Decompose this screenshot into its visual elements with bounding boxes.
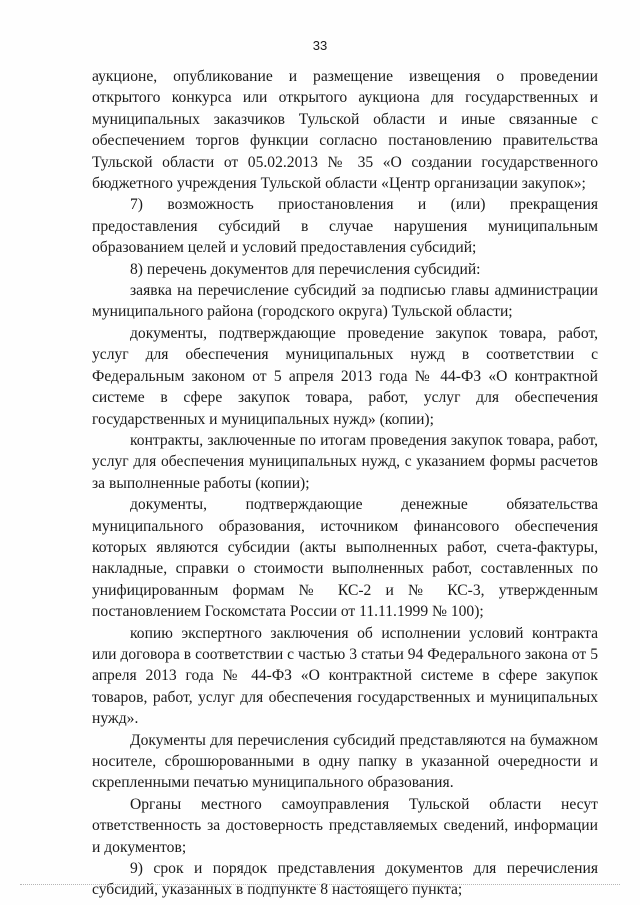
paragraph-expert-conclusion: копию экспертного заключения об исполнении условий контракта или договора в соответствии с частью 3 статьи 94 Федерального закона от 5 апреля 2013 года № 44-ФЗ «О контрактной системе в сфере закупок товаров, работ, услуг для обеспечения государственных и муниципальных нужд».: [92, 624, 598, 728]
paragraph-responsibility: Органы местного самоуправления Тульской области несут ответственность за достоверность представляемых сведений, информации и документов;: [92, 795, 598, 856]
scan-edge-line: [20, 884, 620, 885]
paragraph-item-8: 8) перечень документов для перечисления субсидий:: [130, 260, 481, 278]
paragraph-item-9: 9) срок и порядок представления документов для перечисления субсидий, указанных в подпункте 8 настоящего пункта;: [92, 860, 598, 899]
paragraph-submission-format: Документы для перечисления субсидий представляются на бумажном носителе, сброшюрованными в одну папку в указанной очередности и скрепленными печатью муниципального образования.: [92, 731, 598, 792]
paragraph-continuation: аукционе, опубликование и размещение извещения о проведении открытого конкурса или открытого аукциона для государственных и муниципальных заказчиков Тульской области и иные связанные с обеспечением торгов функции согласно постановлению правительства Тульской области от 05.02.2013 № 35 «О создании государственного бюджетного учреждения Тульской области «Центр организации закупок»;: [92, 68, 598, 193]
paragraph-contracts: контракты, заключенные по итогам проведения закупок товара, работ, услуг для обеспечения муниципальных нужд, с указанием формы расчетов за выполненные работы (копии);: [92, 431, 598, 492]
document-body: [92, 66, 598, 901]
paragraph-procurement-documents: документы, подтверждающие проведение закупок товара, работ, услуг для обеспечения муниципальных нужд в соответствии с Федеральным законом от 5 апреля 2013 года № 44-ФЗ «О контрактной системе в сфере закупок товара, работ, услуг для обеспечения государственных и муниципальных нужд» (копии);: [92, 324, 598, 428]
paragraph-item-7: 7) возможность приостановления и (или) прекращения предоставления субсидий в случае нарушения муниципальным образованием целей и условий предоставления субсидий;: [92, 196, 598, 257]
paragraph-financial-obligations: документы, подтверждающие денежные обязательства муниципального образования, источником финансового обеспечения которых являются субсидии (акты выполненных работ, счета-фактуры, накладные, справки о стоимости выполненных работ, составленных по унифицированным формам № КС-2 и № КС-3, утвержденным постановлением Госкомстата России от 11.11.1999 № 100);: [92, 496, 598, 621]
page-number: 33: [312, 38, 328, 53]
paragraph-application: заявка на перечисление субсидий за подписью главы администрации муниципального района (городского округа) Тульской области;: [92, 282, 598, 321]
